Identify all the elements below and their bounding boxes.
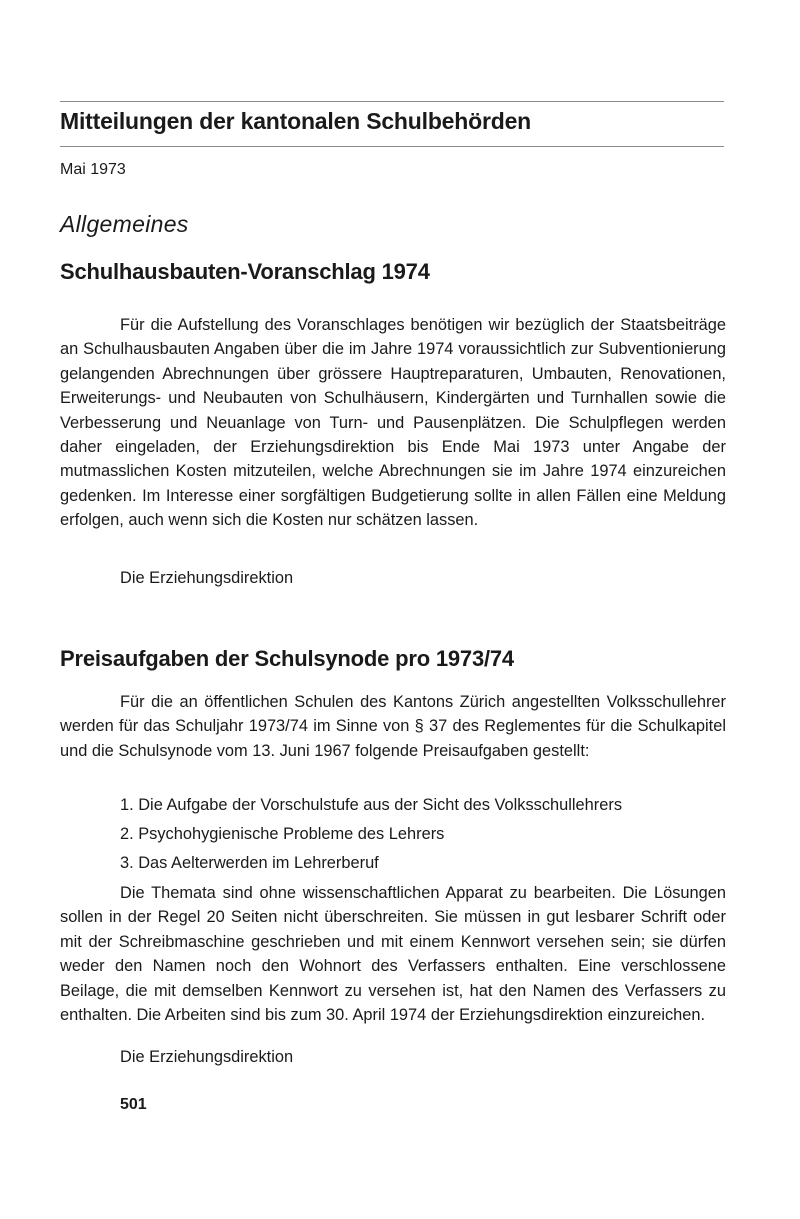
prize-topics-list [120,794,622,881]
list-item: 2. Psychohygienische Probleme des Lehrers [120,825,445,843]
article-signature: Die Erziehungsdirektion [120,1048,294,1066]
section-label: Allgemeines [60,211,189,237]
page-header-title: Mitteilungen der kantonalen Schulbehörden [60,108,532,134]
issue-date: Mai 1973 [60,161,126,178]
article-heading: Preisaufgaben der Schulsynode pro 1973/74 [60,646,514,671]
list-item: 3. Das Aelterwerden im Lehrerberuf [120,854,379,872]
page-number: 501 [120,1096,147,1113]
article-rules: Die Themata sind ohne wissenschaftlichen Apparat zu bearbeiten. Die Lösungen sollen in der Regel 20 Seiten nicht überschreiten. Sie müssen in gut lesbarer Schrift oder mit der Schreibmaschine geschrieben und mit einem Kennwort versehen sein; sie dürfen weder den Namen noch den Wohnort des Verfassers enthalten. Eine verschlossene Beilage, die mit demselben Kennwort zu versehen ist, hat den Namen des Verfassers zu enthalten. Die Arbeiten sind bis zum 30. April 1974 der Erziehungsdirektion einzureichen. [60,884,726,1025]
list-item: 1. Die Aufgabe der Vorschulstufe aus der Sicht des Volksschullehrers [120,796,623,814]
article-heading: Schulhausbauten-Voranschlag 1974 [60,259,430,284]
article-intro: Für die an öffentlichen Schulen des Kantons Zürich angestellten Volksschullehrer werden für das Schuljahr 1973/74 im Sinne von § 37 des Reglementes für die Schulkapitel und die Schulsynode vom 13. Juni 1967 folgende Preisaufgaben gestellt: [60,693,726,760]
article-signature: Die Erziehungsdirektion [120,569,294,587]
header-rule-bottom [60,146,724,147]
header-rule-top [60,101,724,102]
article-body: Für die Aufstellung des Voranschlages benötigen wir bezüglich der Staatsbeiträge an Schulhausbauten Angaben über die im Jahre 1974 voraussichtlich zur Subventionierung gelangenden Abrechnungen über grössere Hauptreparaturen, Umbauten, Renovationen, Erweiterungs- und Neubauten von Schulhäusern, Kindergärten und Turnhallen sowie die Verbesserung und Neuanlage von Turn- und Pausenplätzen. Die Schulpflegen werden daher eingeladen, der Erziehungsdirektion bis Ende Mai 1973 unter Angabe der mutmasslichen Kosten mitzuteilen, welche Abrechnungen sie im Jahre 1974 einzureichen gedenken. Im Interesse einer sorgfältigen Budgetierung sollte in allen Fällen eine Meldung erfolgen, auch wenn sich die Kosten nur schätzen lassen. [60,316,726,530]
